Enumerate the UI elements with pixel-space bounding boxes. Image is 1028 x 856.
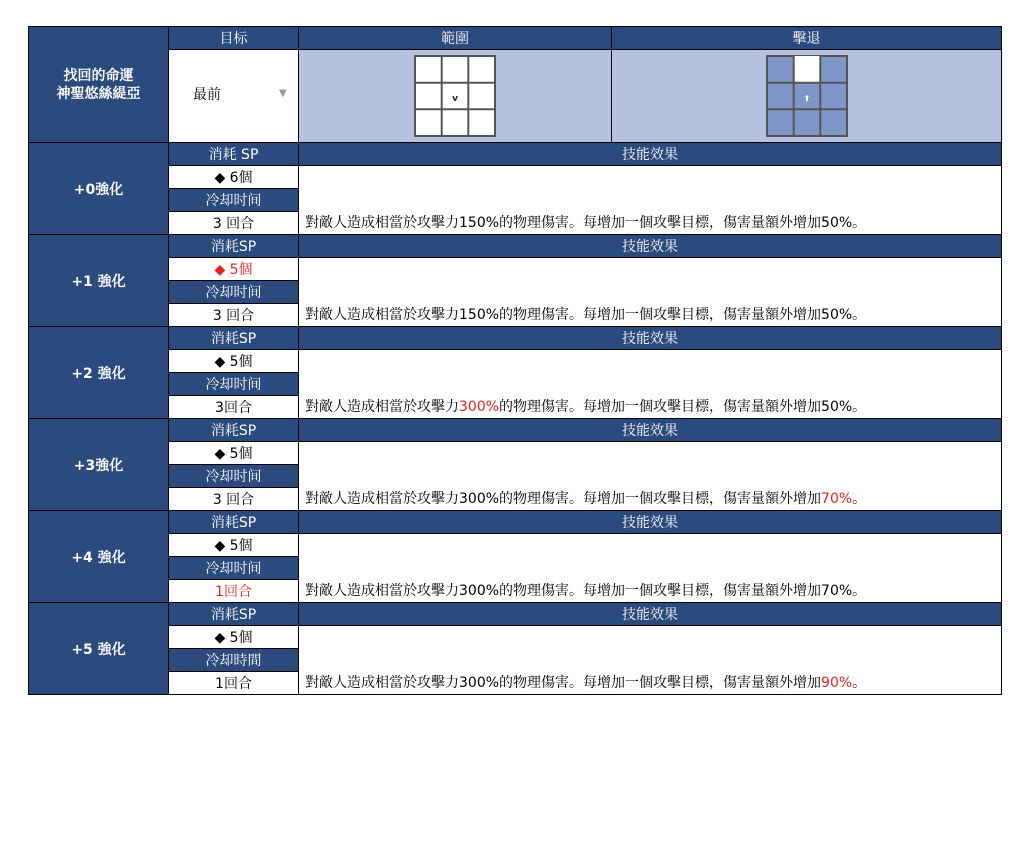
effect-text [299, 166, 1002, 235]
sp-header: 消耗 SP [169, 143, 299, 166]
level-label: +2 強化 [29, 327, 169, 419]
cooldown-value: 3回合 [169, 396, 299, 419]
level-label: +5 強化 [29, 603, 169, 695]
target-select[interactable] [169, 50, 299, 143]
sp-value: ◆ 5個 [169, 626, 299, 649]
cooldown-header: 冷却时间 [169, 465, 299, 488]
sp-value: ◆ 5個 [169, 258, 299, 281]
effect-text-part: 。 [852, 491, 867, 507]
sp-value: ◆ 5個 [169, 442, 299, 465]
cooldown-header: 冷却时间 [169, 557, 299, 580]
cooldown-value: 3 回合 [169, 212, 299, 235]
effect-text [299, 442, 1002, 511]
effect-header: 技能效果 [299, 143, 1002, 166]
range-header: 範圍 [299, 27, 612, 50]
sp-header: 消耗SP [169, 327, 299, 350]
effect-text-part: 300% [459, 675, 500, 691]
range-grid-cell [299, 50, 612, 143]
effect-text-part: 對敵人造成相當於攻擊力 [305, 491, 459, 507]
effect-text-part: 。 [852, 583, 867, 599]
sp-header: 消耗SP [169, 603, 299, 626]
target-header: 目标 [169, 27, 299, 50]
skill-name-text: 找回的命運 神聖悠絲緹亞 [56, 67, 141, 102]
effect-header: 技能效果 [299, 327, 1002, 350]
effect-header: 技能效果 [299, 235, 1002, 258]
cooldown-value: 3 回合 [169, 488, 299, 511]
effect-text-part: 50% [821, 399, 853, 415]
effect-text [299, 258, 1002, 327]
chevron-down-icon: ▼ [279, 88, 287, 99]
cooldown-header: 冷却时间 [169, 373, 299, 396]
effect-text-part: 90% [821, 675, 853, 691]
effect-header: 技能效果 [299, 419, 1002, 442]
sp-header: 消耗SP [169, 419, 299, 442]
cooldown-header: 冷却时间 [169, 281, 299, 304]
cooldown-header: 冷却時間 [169, 649, 299, 672]
sp-value: ◆ 5個 [169, 350, 299, 373]
effect-text-part: 。 [852, 307, 867, 323]
range-marker: v [452, 94, 458, 104]
effect-text [299, 350, 1002, 419]
effect-text-part: 對敵人造成相當於攻擊力 [305, 215, 459, 231]
cooldown-header: 冷却时间 [169, 189, 299, 212]
effect-text-part: 150% [459, 215, 500, 231]
effect-text-part: 300% [459, 583, 500, 599]
effect-text-part: 對敵人造成相當於攻擊力 [305, 675, 459, 691]
effect-text-part: 對敵人造成相當於攻擊力 [305, 583, 459, 599]
effect-text-part: 的物理傷害。每增加一個攻擊目標，傷害量額外增加 [499, 307, 822, 323]
level-label: +1 強化 [29, 235, 169, 327]
effect-text-part: 70% [821, 491, 853, 507]
cooldown-value: 3 回合 [169, 304, 299, 327]
cooldown-value: 1回合 [169, 580, 299, 603]
effect-text-part: 300% [459, 399, 500, 415]
effect-text-part: 。 [852, 399, 867, 415]
sp-value: ◆ 6個 [169, 166, 299, 189]
effect-text-part: 的物理傷害。每增加一個攻擊目標，傷害量額外增加 [499, 583, 822, 599]
effect-text-part: 50% [821, 307, 853, 323]
effect-text-part: 300% [459, 491, 500, 507]
effect-header: 技能效果 [299, 603, 1002, 626]
cooldown-value: 1回合 [169, 672, 299, 695]
effect-text-part: 的物理傷害。每增加一個攻擊目標，傷害量額外增加 [499, 675, 822, 691]
sp-value: ◆ 5個 [169, 534, 299, 557]
level-label: +4 強化 [29, 511, 169, 603]
range-grid-icon [414, 55, 496, 137]
skill-name [29, 27, 169, 143]
effect-text-part: 對敵人造成相當於攻擊力 [305, 399, 459, 415]
knockback-grid-cell [612, 50, 1002, 143]
level-label: +3強化 [29, 419, 169, 511]
knockback-up-arrow-icon: ⬆ [803, 94, 810, 103]
effect-text-part: 。 [852, 675, 867, 691]
sp-header: 消耗SP [169, 511, 299, 534]
effect-text-part: 。 [852, 215, 867, 231]
effect-text-part: 的物理傷害。每增加一個攻擊目標，傷害量額外增加 [499, 399, 822, 415]
skill-table [28, 26, 1002, 695]
effect-text-part: 70% [821, 583, 853, 599]
target-select-value: 最前 [193, 87, 221, 103]
effect-text [299, 626, 1002, 695]
effect-text-part: 的物理傷害。每增加一個攻擊目標，傷害量額外增加 [499, 215, 822, 231]
sp-header: 消耗SP [169, 235, 299, 258]
effect-text [299, 534, 1002, 603]
skill-table-container [28, 26, 1002, 695]
effect-text-part: 的物理傷害。每增加一個攻擊目標，傷害量額外增加 [499, 491, 822, 507]
knockback-header: 擊退 [612, 27, 1002, 50]
effect-text-part: 對敵人造成相當於攻擊力 [305, 307, 459, 323]
effect-header: 技能效果 [299, 511, 1002, 534]
effect-text-part: 150% [459, 307, 500, 323]
knockback-grid-icon [766, 55, 848, 137]
level-label: +0強化 [29, 143, 169, 235]
effect-text-part: 50% [821, 215, 853, 231]
